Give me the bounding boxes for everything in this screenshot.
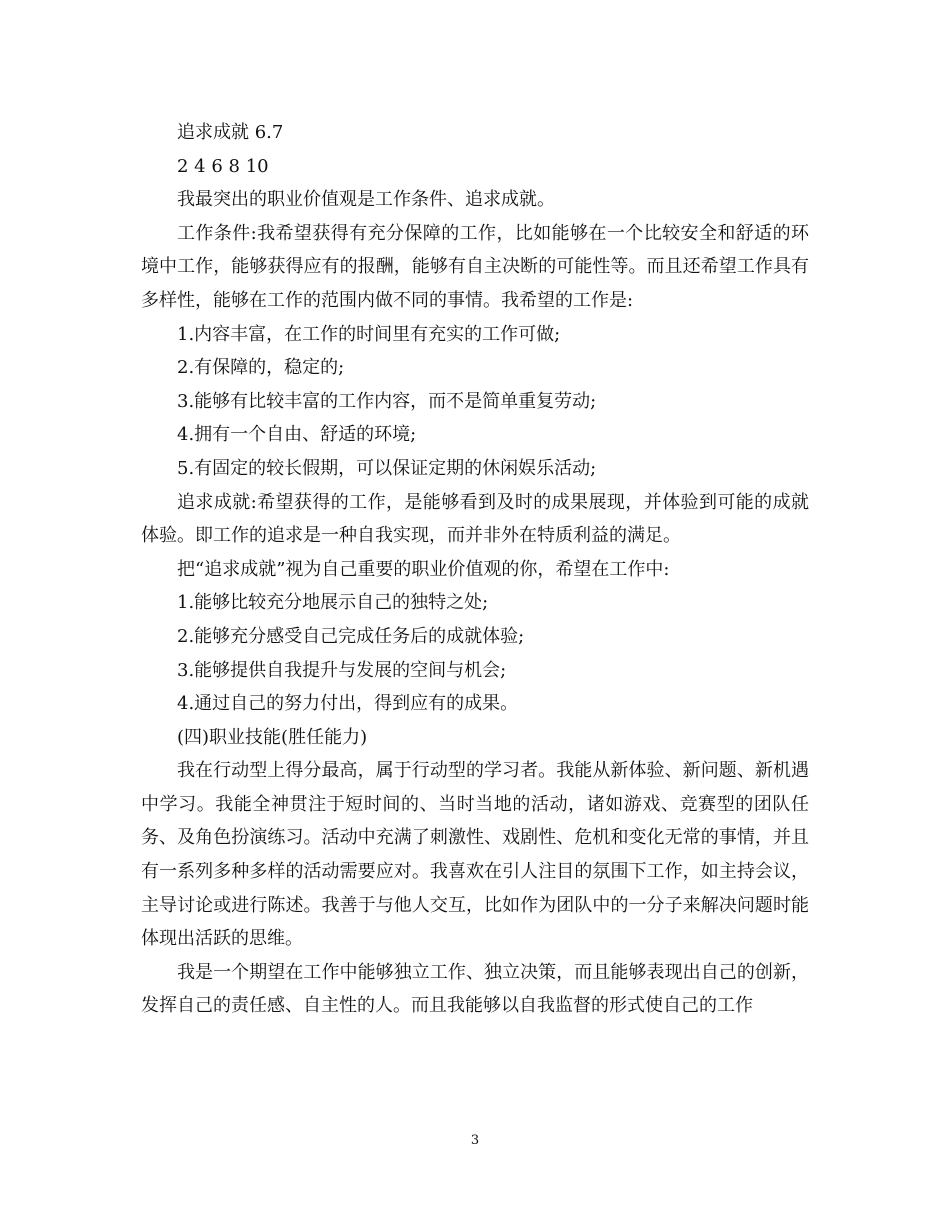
list-item-5: 5.有固定的较长假期，可以保证定期的休闲娱乐活动; (177, 457, 597, 479)
paragraph-achievement-intro: 把“追求成就”视为自己重要的职业价值观的你，希望在工作中: (177, 558, 670, 580)
paragraph-achievement: 追求成就:希望获得的工作，是能够看到及时的成果展现，并体验到可能的成就体验。即工作的追求是一种自我实现，而并非外在特质利益的满足。 (141, 491, 809, 547)
page-number: 3 (470, 1133, 480, 1148)
text-line-scale: 2 4 6 8 10 (177, 155, 269, 177)
document-body (141, 116, 809, 1023)
paragraph-independence: 我是一个期望在工作中能够独立工作、独立决策，而且能够表现出自己的创新，发挥自己的责任感、自主性的人。而且我能够以自我监督的形式使自己的工作 (141, 961, 809, 1017)
list-item-2: 2.有保障的，稳定的; (177, 357, 345, 379)
paragraph-values-summary: 我最突出的职业价值观是工作条件、追求成就。 (177, 189, 555, 211)
section-heading: (四)职业技能(胜任能力) (177, 726, 368, 748)
paragraph-learning-style: 我在行动型上得分最高，属于行动型的学习者。我能从新体验、新问题、新机遇中学习。我能全神贯注于短时间的、当时当地的活动，诸如游戏、竞赛型的团队任务、及角色扮演练习。活动中充满了刺激性、戏剧性、危机和变化无常的事情，并且有一系列多种多样的活动需要应对。我喜欢在引人注目的氛围下工作，如主持会议，主导讨论或进行陈述。我善于与他人交互，比如作为团队中的一分子来解决问题时能体现出活跃的思维。 (141, 760, 809, 950)
list-item-4: 4.拥有一个自由、舒适的环境; (177, 424, 417, 446)
list-item-3: 3.能够提供自我提升与发展的空间与机会; (177, 659, 507, 681)
list-item-2: 2.能够充分感受自己完成任务后的成就体验; (177, 625, 525, 647)
text-line-score: 追求成就 6.7 (177, 122, 284, 143)
list-item-3: 3.能够有比较丰富的工作内容，而不是简单重复劳动; (177, 390, 597, 412)
list-item-1: 1.能够比较充分地展示自己的独特之处; (177, 592, 489, 614)
list-item-4: 4.通过自己的努力付出，得到应有的成果。 (177, 693, 519, 715)
list-item-1: 1.内容丰富，在工作的时间里有充实的工作可做; (177, 323, 561, 345)
paragraph-work-conditions: 工作条件:我希望获得有充分保障的工作，比如能够在一个比较安全和舒适的环境中工作，能够获得应有的报酬，能够有自主决断的可能性等。而且还希望工作具有多样性，能够在工作的范围内做不同的事情。我希望的工作是: (141, 222, 809, 311)
